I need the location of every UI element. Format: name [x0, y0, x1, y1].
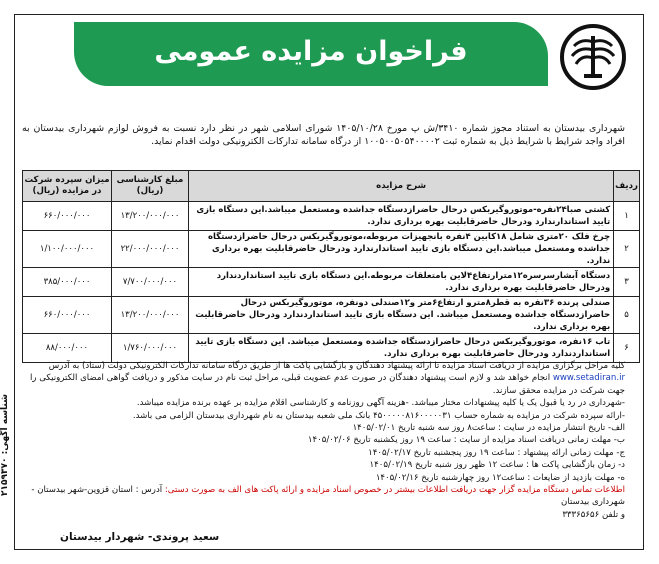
signature: سعید پروندی- شهردار بیدستان	[60, 531, 220, 543]
date-visit: ه- مهلت بازدید از ضایعات : ساعت۱۲ روز چهارشنبه تاریخ ۱۴۰۵/۰۲/۱۶	[375, 472, 625, 483]
table-row	[23, 268, 640, 297]
col-desc: شرح مزایده	[189, 171, 614, 202]
row-number: ۳	[614, 268, 640, 297]
intro-paragraph: شهرداری بیدستان به استناد مجوز شماره ۳۴۱۰/ش پ مورخ ۱۴۰۵/۱۰/۲۸ شورای اسلامی شهر در نظر دارد نسبت به فروش لوازم شهرداری بیدستان به افراد واجد شرایط با شرایط ذیل به شماره ثبت ۱۰۰۵۰۰۵۰۵۴۰۰۰۰۲ از درگاه سامانه تدارکات الکترونیکی دولت اقدام نماید.	[22, 123, 625, 147]
row-base: ۲۲/۰۰۰/۰۰۰/۰۰۰	[112, 231, 189, 268]
row-number: ۶	[614, 334, 640, 363]
date-open: د- زمان بازگشایی پاکت ها : ساعت ۱۲ ظهر روز شنبه تاریخ ۱۴۰۵/۰۲/۱۹	[369, 460, 625, 471]
row-deposit: ۶۶۰/۰۰۰/۰۰۰	[23, 297, 112, 334]
date-offer: ج- مهلت زمانی ارائه پیشنهاد : ساعت ۱۹ روز پنجشنبه تاریخ ۱۴۰۵/۰۲/۱۷	[368, 447, 625, 458]
row-base: ۱/۷۶۰/۰۰۰/۰۰۰	[112, 334, 189, 363]
auction-items-table	[22, 170, 640, 363]
row-desc: دستگاه آبشارسرسره۱۲مترارتفاع۴لاین بامتعلقات مربوطه.این دستگاه بازی تایید استانداردندارد ودرحال حاضرقابلیت بهره برداری ندارد.	[189, 268, 614, 297]
row-deposit: ۶۶۰/۰۰۰/۰۰۰	[23, 202, 112, 231]
row-number: ۲	[614, 231, 640, 268]
row-deposit: ۳۸۵/۰۰۰/۰۰۰	[23, 268, 112, 297]
row-number: ۱	[614, 202, 640, 231]
row-base: ۷/۷۰۰/۰۰۰/۰۰۰	[112, 268, 189, 297]
col-row: ردیف	[614, 171, 640, 202]
setad-link[interactable]: www.setadiran.ir	[552, 373, 625, 384]
table-header-row	[23, 171, 640, 202]
municipality-logo	[560, 24, 626, 90]
condition-rights: -شهرداری در رد یا قبول یک یا کلیه پیشنهادات مختار میباشد. -هزینه آگهی روزنامه و کارشناسی اقلام مزایده بر عهده برنده مزایده میباشد.	[136, 398, 625, 409]
condition-deposit: -ارائه سپرده شرکت در مزایده به شماره حساب ۴۵۰۰۰۰۰۸۱۶۰۰۰۰۰۳۱ بانک ملی شعبه بیدستان به نام شهرداری بیدستان الزامی می باشد.	[132, 410, 625, 421]
contact-info: اطلاعات تماس دستگاه مزایده گزار جهت دریافت اطلاعات بیشتر در خصوص اسناد مزایده و ارائه پاکت های الف به صورت دستی: آدرس : استان قزوین-شهر بیدستان - شهرداری بیدستان	[31, 485, 625, 508]
row-base: ۱۳/۲۰۰/۰۰۰/۰۰۰	[112, 202, 189, 231]
table-row	[23, 334, 640, 363]
row-desc: تاب ۱۶نفره، موتوروگیربکس درحال حاضرازدستگاه جداشده ومستعمل میباشد. این دستگاه بازی تایید استانداردندارد ودرحال حاضرقابلیت بهره برداری ندارد.	[189, 334, 614, 363]
table-row	[23, 202, 640, 231]
title-banner	[74, 22, 548, 86]
table-row	[23, 231, 640, 268]
row-deposit: ۸۸/۰۰۰/۰۰۰	[23, 334, 112, 363]
date-docs: ب- مهلت زمانی دریافت اسناد مزایده از سایت : ساعت ۱۹ روز یکشنبه تاریخ ۱۴۰۵/۰۲/۰۶	[307, 435, 625, 446]
date-publish: الف- تاریخ انتشار مزایده در سایت : ساعت۸ روز سه شنبه تاریخ ۱۴۰۵/۰۲/۰۱	[352, 423, 625, 434]
row-base: ۱۳/۲۰۰/۰۰۰/۰۰۰	[112, 297, 189, 334]
col-base: مبلغ کارشناسی (ریال)	[112, 171, 189, 202]
table-row	[23, 297, 640, 334]
row-desc: چرخ فلک ۲۰متری شامل ۱۸کابین ۴نفره بانجهیزات مربوطه،موتوروگیربکس درحال حاضرازدستگاه جداشده ومستعمل میباشد.این دستگاه بازی تایید استاندارندارد ودرحال حاضرقابلیت بهره برداری ندارد.	[189, 231, 614, 268]
page-title: فراخوان مزایده عمومی	[154, 36, 468, 67]
row-desc: کشتی صبا۲۴نفره-موتوروگیربکس درحال حاضرازدستگاه جداشده ومستعمل میباشد.این دستگاه بازی تایید استاندارندارد ودرحال حاضرقابلیت بهره برداری ندارد.	[189, 202, 614, 231]
row-desc: صندلی پرنده ۳۶نفره به قطر۸مترو ارتفاع۶متر و۱۲صندلی دونفره، موتوروگیربکس درحال حاضرازدستگاه جداشده ومستعمل میباشد. این دستگاه بازی تایید استانداردندارد ودرحال حاضرقابلیت بهره برداری ندارد.	[189, 297, 614, 334]
col-deposit: میزان سپرده شرکت در مزایده (ریال)	[23, 171, 112, 202]
contact-phone: و تلفن ۳۳۳۶۵۶۵۶	[562, 509, 625, 520]
condition-electronic: کلیه مراحل برگزاری مزایده از دریافت اسناد مزایده تا ارائه پیشنهاد دهندگان و بازگشایی پاکت ها از طریق درگاه سامانه تدارکات الکترونیکی دولت (ستاد) به آدرس www.setadiran.ir انجام خواهد شد و لازم است پیشنهاد دهندگان در صورت عدم عضویت قبلی، مراحل ثبت نام در سایت مذکور و دریافت گواهی امضای الکترونیکی را جهت شرکت در مزایده محقق سازند.	[29, 361, 625, 396]
row-deposit: ۱/۱۰۰/۰۰۰/۰۰۰	[23, 231, 112, 268]
notice-id: شناسه آگهی: ۲۱۵۹۳۷۰	[0, 394, 10, 496]
row-number: ۵	[614, 297, 640, 334]
conditions-block	[22, 360, 625, 521]
